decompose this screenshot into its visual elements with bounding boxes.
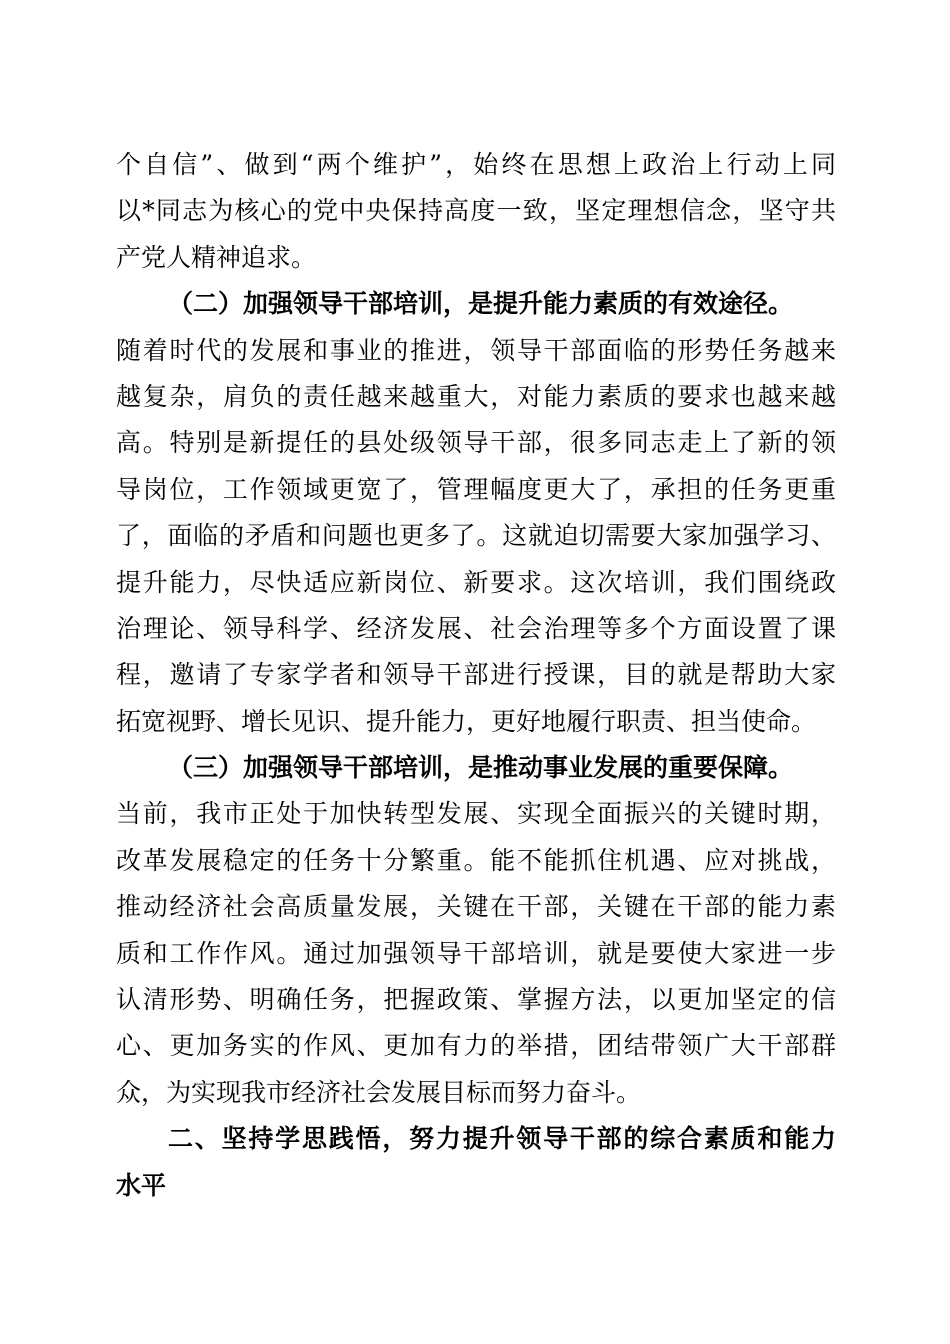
heading-line: 水平 — [116, 1170, 167, 1200]
text-line: 改革发展稳定的任务十分繁重。能不能抓住机遇、应对挑战， — [116, 845, 836, 875]
text-line: 个自信”、做到“两个维护”，始终在思想上政治上行动上同 — [116, 150, 836, 179]
text-line: 以*同志为核心的党中央保持高度一致，坚定理想信念，坚守共 — [116, 196, 836, 226]
paragraph-ideals — [116, 142, 836, 281]
section-heading-two — [116, 1116, 836, 1209]
text-line: 认清形势、明确任务，把握政策、掌握方法，以更加坚定的信 — [116, 985, 836, 1015]
subheading-line: （三）加强领导干部培训，是推动事业发展的重要保障。 — [168, 753, 794, 783]
paragraph-development — [116, 745, 836, 1116]
text-line: 心、更加务实的作风、更加有力的举措，团结带领广大干部群 — [116, 1031, 836, 1061]
text-line: 越复杂，肩负的责任越来越重大，对能力素质的要求也越来越 — [116, 381, 836, 411]
text-line: 拓宽视野、增长见识、提升能力，更好地履行职责、担当使命。 — [116, 706, 817, 736]
paragraph-ability — [116, 281, 836, 745]
text-line: 提升能力，尽快适应新岗位、新要求。这次培训，我们围绕政 — [116, 567, 836, 597]
text-line: 推动经济社会高质量发展，关键在干部，关键在干部的能力素 — [116, 892, 836, 922]
text-line: 产党人精神追求。 — [116, 242, 317, 272]
heading-line: 二、坚持学思践悟，努力提升领导干部的综合素质和能力 — [168, 1124, 836, 1154]
text-line: 导岗位，工作领域更宽了，管理幅度更大了，承担的任务更重 — [116, 474, 836, 504]
text-line: 随着时代的发展和事业的推进，领导干部面临的形势任务越来 — [116, 335, 836, 365]
document-body — [116, 142, 836, 1209]
text-line: 高。特别是新提任的县处级领导干部，很多同志走上了新的领 — [116, 428, 836, 458]
text-line: 质和工作作风。通过加强领导干部培训，就是要使大家进一步 — [116, 938, 836, 968]
text-line: 当前，我市正处于加快转型发展、实现全面振兴的关键时期， — [116, 799, 836, 829]
text-line: 了，面临的矛盾和问题也更多了。这就迫切需要大家加强学习、 — [116, 521, 836, 551]
text-line: 众，为实现我市经济社会发展目标而努力奋斗。 — [116, 1077, 642, 1107]
text-line: 程，邀请了专家学者和领导干部进行授课，目的就是帮助大家 — [116, 660, 836, 690]
subheading-line: （二）加强领导干部培训，是提升能力素质的有效途径。 — [168, 289, 794, 319]
text-line: 治理论、领导科学、经济发展、社会治理等多个方面设置了课 — [116, 613, 836, 643]
